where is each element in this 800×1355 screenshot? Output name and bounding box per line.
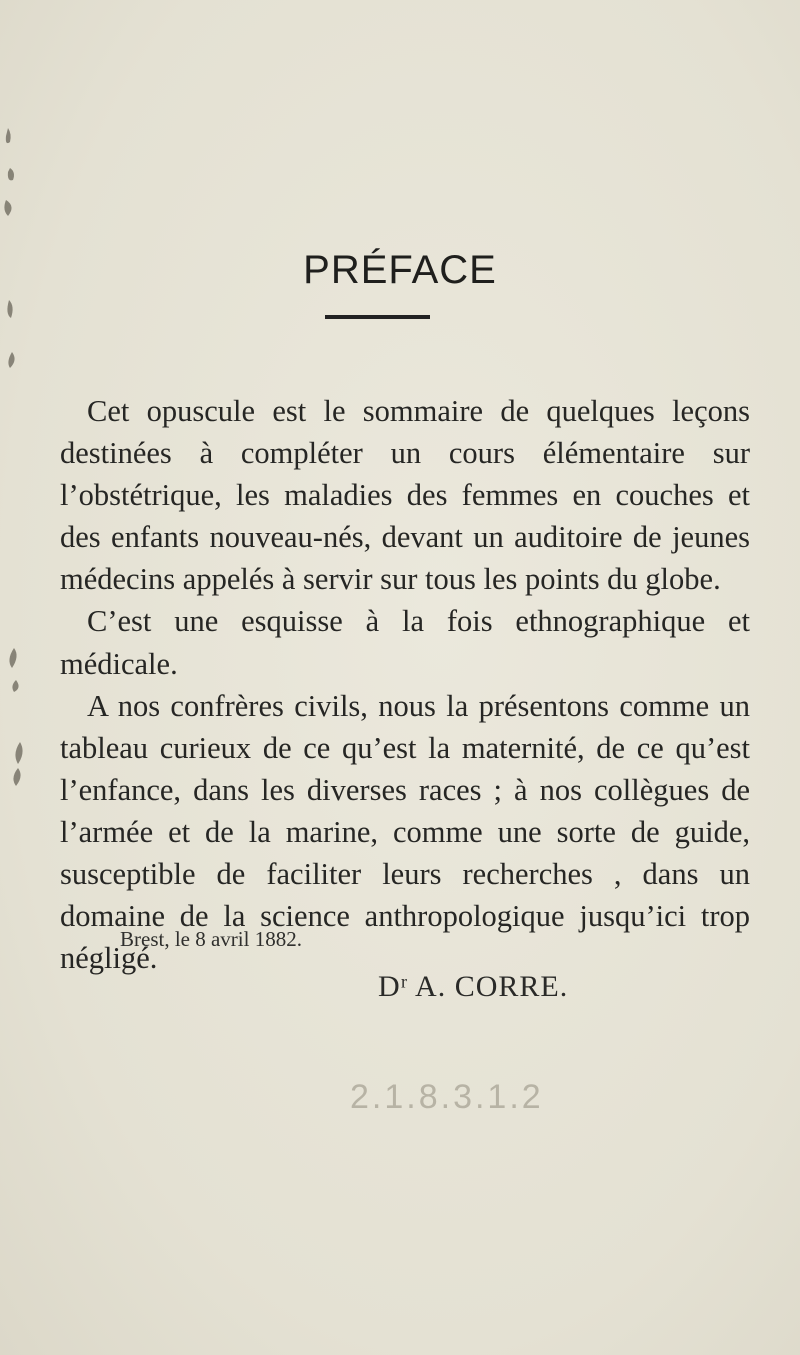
preface-body [60,390,750,979]
place-and-date: Brest, le 8 avril 1882. [120,927,302,951]
paragraph-1: Cet opuscule est le sommaire de quelques leçons destinées à compléter un cours élémentaire sur l’obstétrique, les maladies des femmes en couches et des enfants nouveau-nés, devant un auditoire de jeunes médecins appelés à servir sur tous les points du globe. [60,394,750,597]
library-stamp: 2.1.8.3.1.2 [350,1078,544,1116]
page-title: PRÉFACE [303,248,497,292]
paragraph-3: A nos confrères civils, nous la présentons comme un tableau curieux de ce qu’est la maternité, de ce qu’est l’enfance, dans les diverses races ; à nos collègues de l’armée et de la marine, comme une sorte de guide, susceptible de faciliter leurs recherches , dans un domaine de la science anthropologique jusqu’ici trop négligé. [60,688,750,976]
title-underline [325,315,430,319]
margin-stains [0,0,40,1355]
paragraph-2: C’est une esquisse à la fois ethnographique et médicale. [60,604,750,681]
author-signature: Dʳ A. CORRE. [378,970,569,1003]
